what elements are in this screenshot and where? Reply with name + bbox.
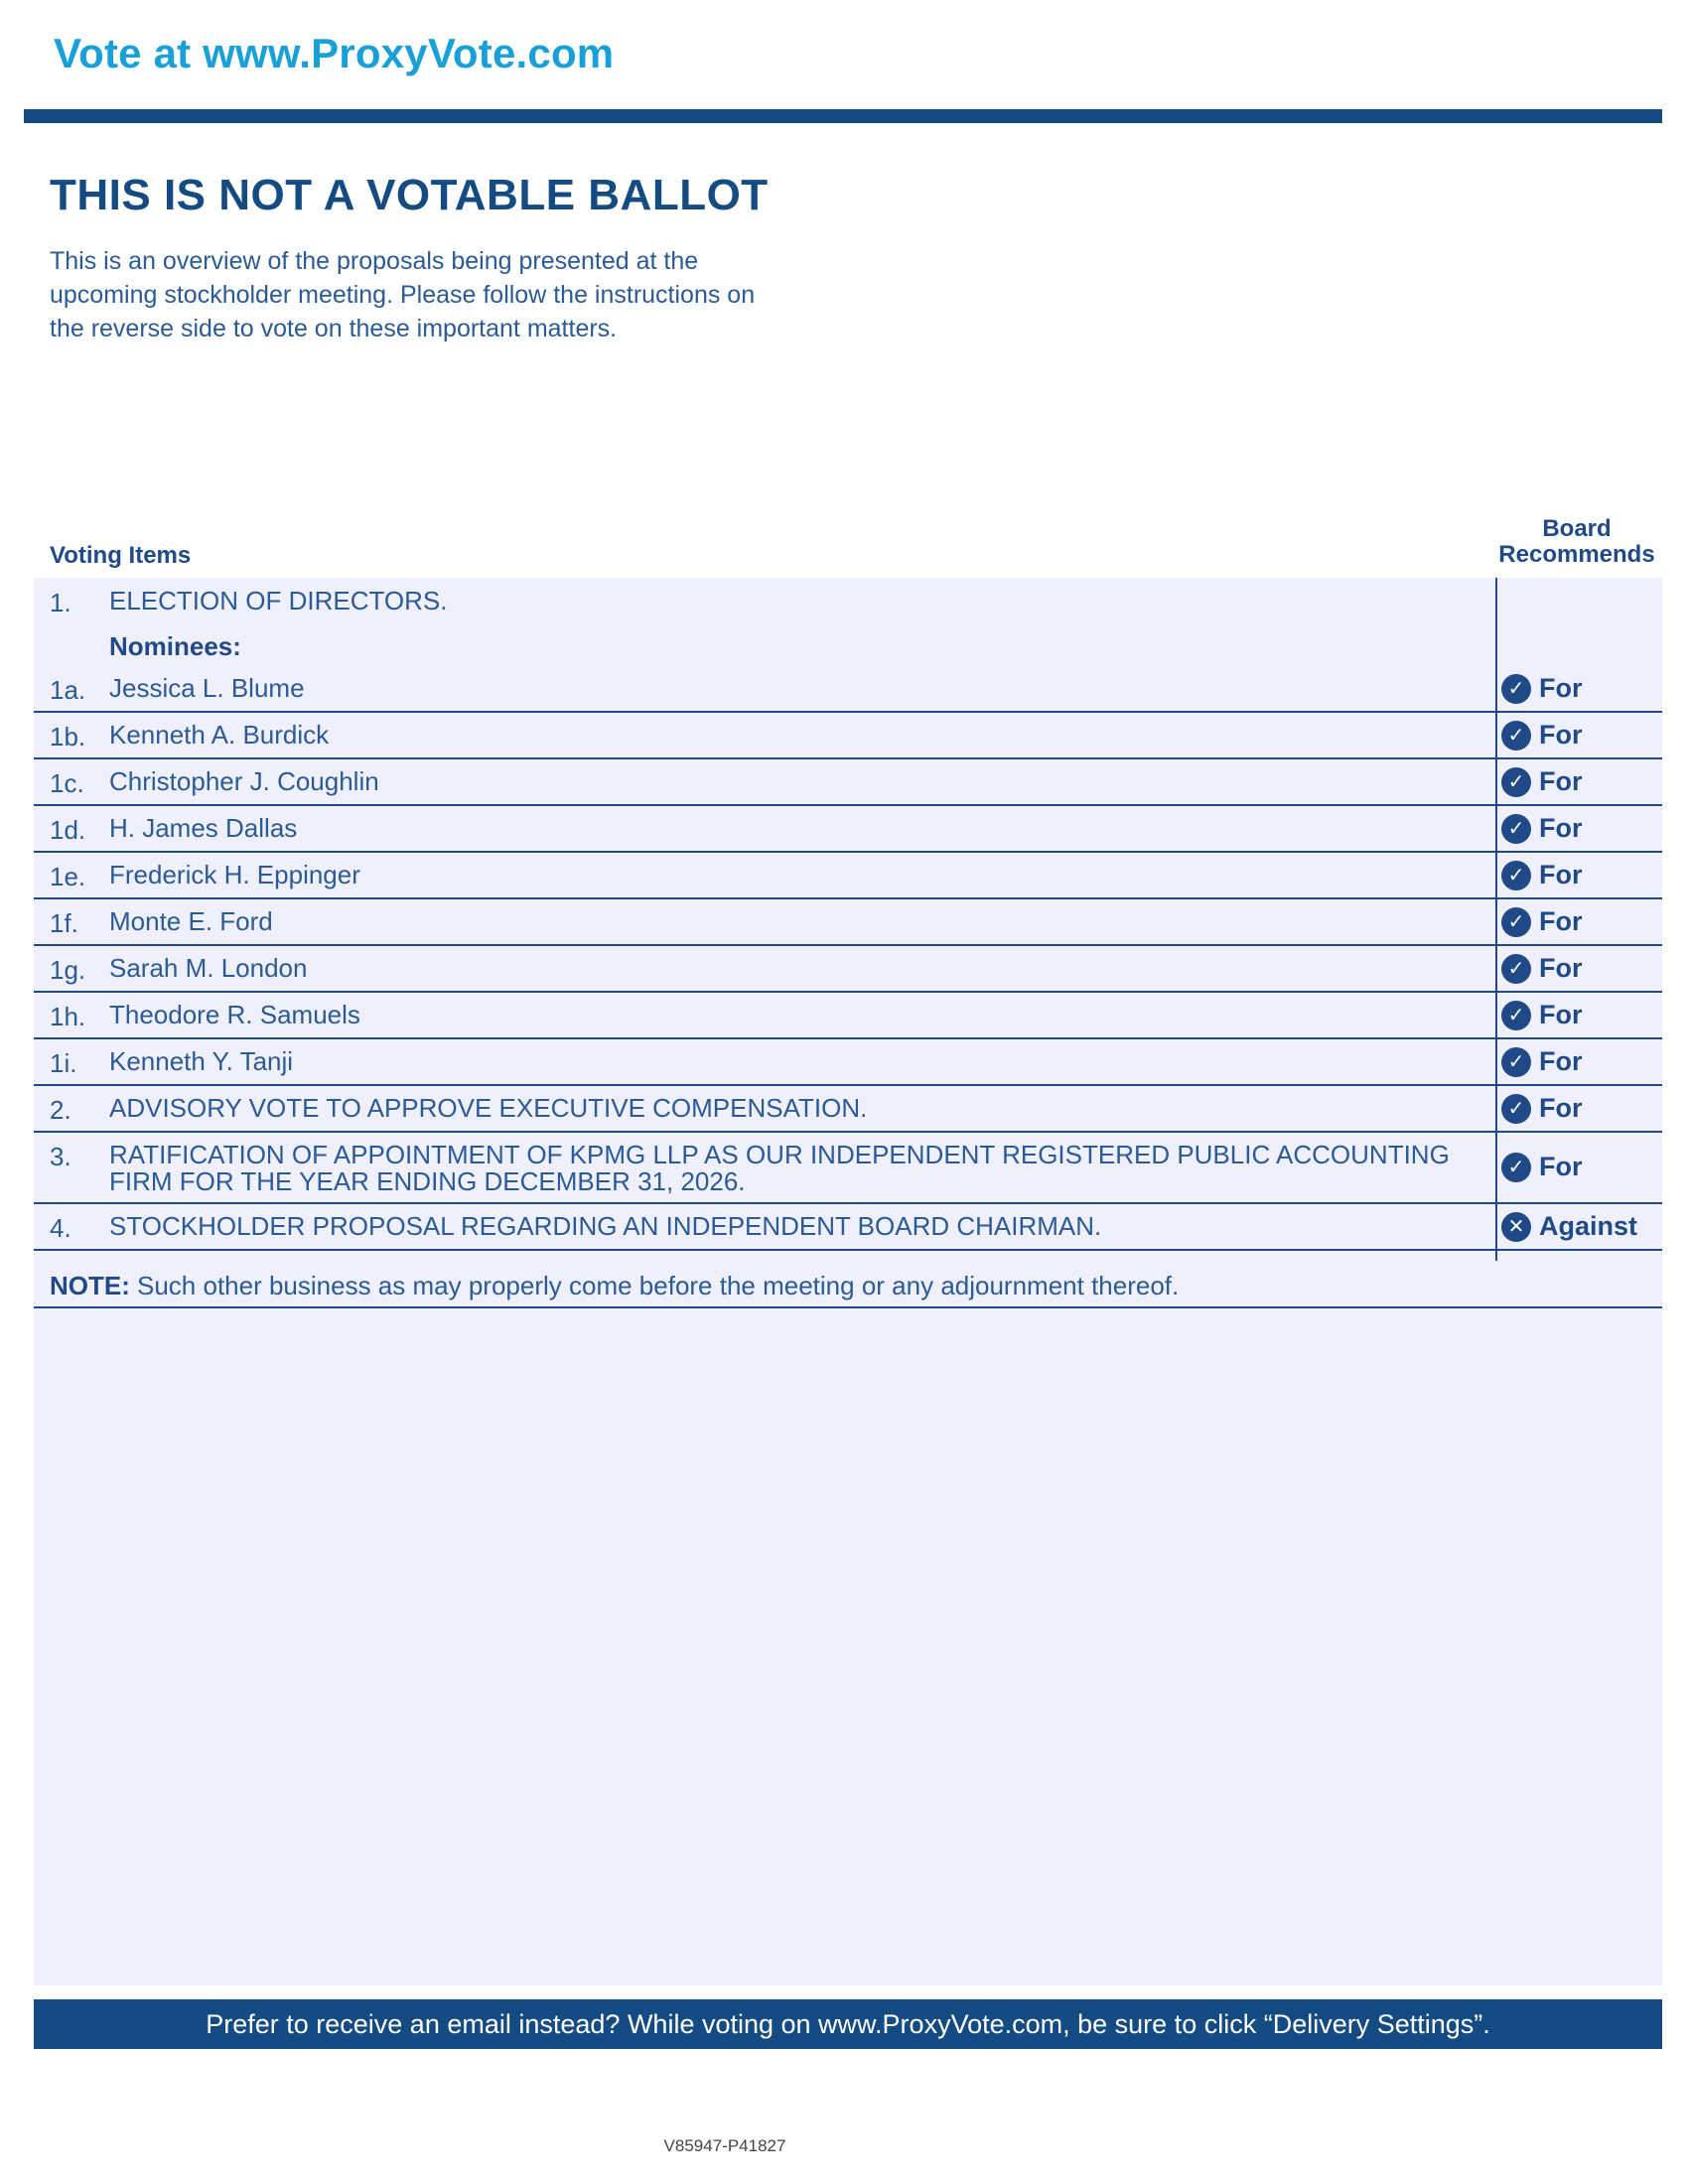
item-text: Kenneth Y. Tanji [109,1046,294,1076]
table-row [34,994,1662,1039]
nominees-label: Nominees: [109,631,241,661]
item-text: Kenneth A. Burdick [109,720,330,750]
intro-line: This is an overview of the proposals being presented at the [50,247,699,275]
intro-text [50,244,864,345]
recommendation-label: For [1539,1093,1583,1123]
recommendation-label: For [1539,1152,1583,1181]
voting-items-header: Voting Items [50,542,192,569]
item-number: 1d. [50,815,86,845]
recommendation-label: For [1539,766,1583,796]
board-recommendation [1501,1152,1660,1182]
item-number: 4. [50,1213,71,1243]
intro-line: upcoming stockholder meeting. Please follow the instructions on [50,281,756,309]
check-circle-icon: ✓ [1501,674,1531,704]
table-row [34,900,1662,946]
item-number: 1h. [50,1002,86,1031]
note-row [34,1261,1662,1308]
board-recommendation [1501,860,1660,890]
recommendation-label: For [1539,720,1583,750]
table-row [34,1134,1662,1204]
item-text: Theodore R. Samuels [109,1000,360,1029]
item-text: STOCKHOLDER PROPOSAL REGARDING AN INDEPENDENT BOARD CHAIRMAN. [109,1211,1102,1241]
table-row [34,854,1662,899]
item-text: Monte E. Ford [109,906,273,936]
check-circle-icon: ✓ [1501,861,1531,890]
note-label: NOTE: [50,1271,130,1300]
item-number: 1a. [50,675,86,705]
recommendation-label: For [1539,953,1583,983]
item-number: 1f. [50,908,78,938]
check-circle-icon: ✓ [1501,907,1531,937]
check-circle-icon: ✓ [1501,1047,1531,1077]
header-rule [24,109,1662,123]
recommendation-label: Against [1539,1211,1638,1241]
item-text: H. James Dallas [109,813,298,843]
board-column-divider [1495,578,1497,1261]
vote-link[interactable]: Vote at www.ProxyVote.com [54,30,615,76]
table-row [34,760,1662,806]
board-header-line: Board [1542,515,1612,542]
item-text: RATIFICATION OF APPOINTMENT OF KPMG LLP AS OUR INDEPENDENT REGISTERED PUBLIC ACCOUNTING FIRM FOR THE YEAR ENDING DECEMBER 31, 2026. [109,1140,1450,1196]
item-number: 1b. [50,722,86,751]
check-circle-icon: ✓ [1501,1094,1531,1124]
item-text: ADVISORY VOTE TO APPROVE EXECUTIVE COMPENSATION. [109,1093,868,1123]
item-text: Christopher J. Coughlin [109,766,379,796]
board-recommendation [1501,673,1660,704]
recommendation-label: For [1539,860,1583,889]
recommendation-label: For [1539,813,1583,843]
item-number: 1c. [50,768,84,798]
board-recommendation [1501,766,1660,797]
job-code: V85947-P41827 [663,2136,786,2155]
item-text: Frederick H. Eppinger [109,860,360,889]
recommendation-label: For [1539,1046,1583,1076]
check-circle-icon: ✓ [1501,1001,1531,1030]
table-row [34,1205,1662,1251]
check-circle-icon: ✓ [1501,721,1531,751]
intro-line: the reverse side to vote on these important matters. [50,315,618,342]
election-row [34,578,1662,619]
table-row [34,1087,1662,1133]
check-circle-icon: ✓ [1501,767,1531,797]
board-recommendation [1501,1000,1660,1030]
item-number: 2. [50,1095,71,1125]
table-row [34,947,1662,993]
item-text: ELECTION OF DIRECTORS. [109,586,448,615]
check-circle-icon: ✓ [1501,814,1531,844]
x-circle-icon: ✕ [1501,1212,1531,1242]
recommendation-label: For [1539,1000,1583,1029]
page-title: THIS IS NOT A VOTABLE BALLOT [50,171,769,219]
check-circle-icon: ✓ [1501,954,1531,984]
item-number: 3. [50,1142,71,1171]
table-row [34,1040,1662,1086]
item-number: 1g. [50,955,86,985]
board-recommendation [1501,720,1660,751]
recommendation-label: For [1539,906,1583,936]
delivery-settings-banner: Prefer to receive an email instead? While voting on www.ProxyVote.com, be sure to click “Delivery Settings”. [34,1999,1662,2049]
nominees-row [34,621,1662,665]
board-recommendation [1501,953,1660,984]
item-text: Jessica L. Blume [109,673,305,703]
item-number: 1e. [50,862,86,891]
board-recommendation [1501,813,1660,844]
board-recommendation [1501,1093,1660,1124]
table-row [34,807,1662,853]
item-number: 1i. [50,1048,77,1078]
note-text: Such other business as may properly come before the meeting or any adjournment thereof. [137,1271,1180,1300]
board-header-line: Recommends [1498,541,1655,568]
board-recommendation [1501,906,1660,937]
board-recommends-header [1497,516,1656,568]
table-row [34,714,1662,759]
board-recommendation [1501,1046,1660,1077]
board-recommendation [1501,1211,1660,1242]
item-text: Sarah M. London [109,953,308,983]
recommendation-label: For [1539,673,1583,703]
check-circle-icon: ✓ [1501,1153,1531,1182]
table-row [34,667,1662,713]
item-number: 1. [50,588,71,617]
